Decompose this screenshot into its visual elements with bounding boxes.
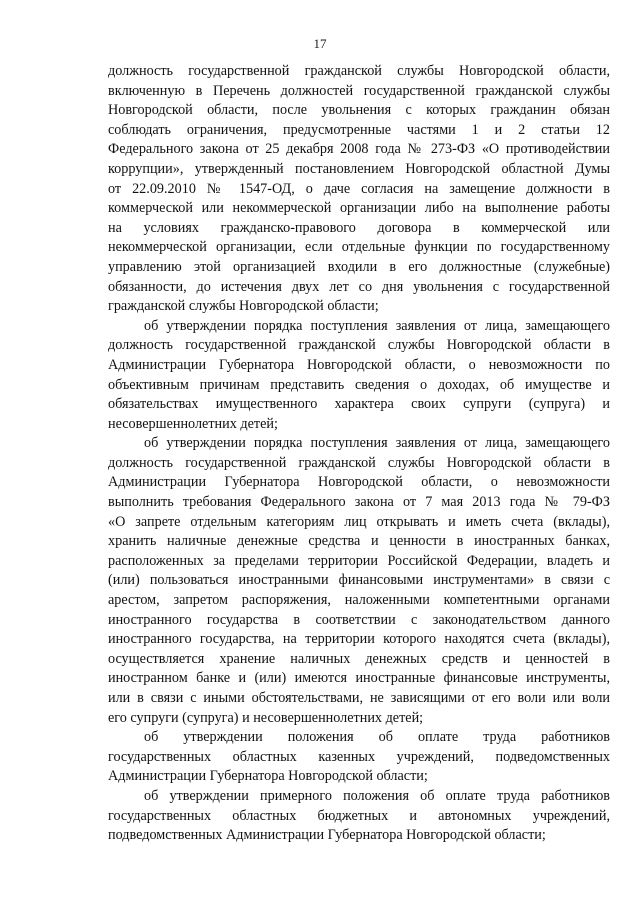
text-line: «О запрете отдельным категориям лиц открывать и иметь счета (вклады),	[108, 513, 610, 530]
text-line: (или) пользоваться иностранными финансовыми инструментами» в связи с	[108, 572, 610, 589]
text-line: подведомственных Администрации Губернатора Новгородской области;	[108, 827, 546, 844]
text-line: выполнить требования Федерального закона от 7 мая 2013 года № 79-ФЗ	[108, 494, 610, 511]
text-line: иностранного государства, на территории которого находятся счета (вклады),	[108, 631, 610, 648]
paragraph-foreign-accounts-procedure	[108, 434, 610, 728]
page-number: 17	[313, 36, 327, 51]
text-line: несовершеннолетних детей;	[108, 415, 278, 432]
text-line: Администрации Губернатора Новгородской области, о невозможности	[108, 474, 610, 491]
text-line: об утверждении порядка поступления заявления от лица, замещающего	[144, 317, 610, 334]
text-line: или в связи с иными обстоятельствами, не зависящими от его воли или воли	[108, 690, 610, 706]
text-line: расположенных за пределами территории Российской Федерации, владеть и	[108, 552, 610, 569]
text-line: об утверждении примерного положения об оплате труда работников	[144, 787, 610, 804]
text-line: должность государственной гражданской службы Новгородской области,	[108, 63, 610, 79]
text-line: Федерального закона от 25 декабря 2008 года № 273-ФЗ «О противодействии	[108, 141, 610, 158]
text-line: обязанности, до истечения двух лет со дня увольнения с государственной	[108, 278, 610, 295]
text-line: об утверждении положения об оплате труда работников	[144, 729, 610, 746]
text-line: Администрации Губернатора Новгородской области, о невозможности по	[108, 356, 610, 373]
text-line: объективным причинам представить сведения о доходах, об имуществе и	[108, 376, 610, 393]
text-line: на условиях гражданско-правового договора в коммерческой или	[108, 219, 610, 236]
text-line: иностранного государства в соответствии с законодательством данного	[108, 611, 610, 628]
text-line: государственных областных казенных учреждений, подведомственных	[108, 748, 610, 765]
text-line: соблюдать ограничения, предусмотренные частями 1 и 2 статьи 12	[108, 121, 610, 138]
text-line: об утверждении порядка поступления заявления от лица, замещающего	[144, 435, 610, 452]
text-line: обязательствах имущественного характера своих супруги (супруга) и	[108, 396, 610, 413]
text-line: государственных областных бюджетных и автономных учреждений,	[108, 807, 610, 824]
text-line: арестом, запретом распоряжения, наложенными компетентными органами	[108, 592, 610, 609]
text-line: коррупции», утвержденный постановлением Новгородской областной Думы	[108, 160, 610, 177]
paragraph-state-institutions-pay	[108, 728, 610, 787]
paragraph-budget-institutions-pay	[108, 787, 610, 846]
text-line: должность государственной гражданской службы Новгородской области в	[108, 454, 610, 471]
text-line: включенную в Перечень должностей государственной гражданской службы	[108, 82, 610, 99]
text-line: Новгородской области, после увольнения с которых гражданин обязан	[108, 102, 610, 119]
text-line: от 22.09.2010 № 1547-ОД, о даче согласия на замещение должности в	[108, 180, 610, 197]
text-line: его супруги (супруга) и несовершеннолетних детей;	[108, 709, 424, 726]
document-body	[108, 62, 610, 846]
text-line: некоммерческой организации, если отдельные функции по государственному	[108, 239, 610, 256]
text-line: иностранном банке и (или) имеются иностранные финансовые инструменты,	[108, 670, 610, 687]
text-line: коммерческой или некоммерческой организации либо на выполнение работы	[108, 200, 610, 217]
text-line: Администрации Губернатора Новгородской области;	[108, 768, 428, 785]
text-line: управлению этой организацией входили в его должностные (служебные)	[108, 258, 610, 275]
text-line: осуществляется хранение наличных денежных средств и ценностей в	[108, 650, 610, 667]
text-line: гражданской службы Новгородской области;	[108, 298, 379, 315]
text-line: должность государственной гражданской службы Новгородской области в	[108, 337, 610, 354]
text-line: хранить наличные денежные средства и ценности в иностранных банках,	[108, 533, 610, 550]
paragraph-continuation	[108, 62, 610, 317]
paragraph-income-statement-procedure	[108, 317, 610, 435]
